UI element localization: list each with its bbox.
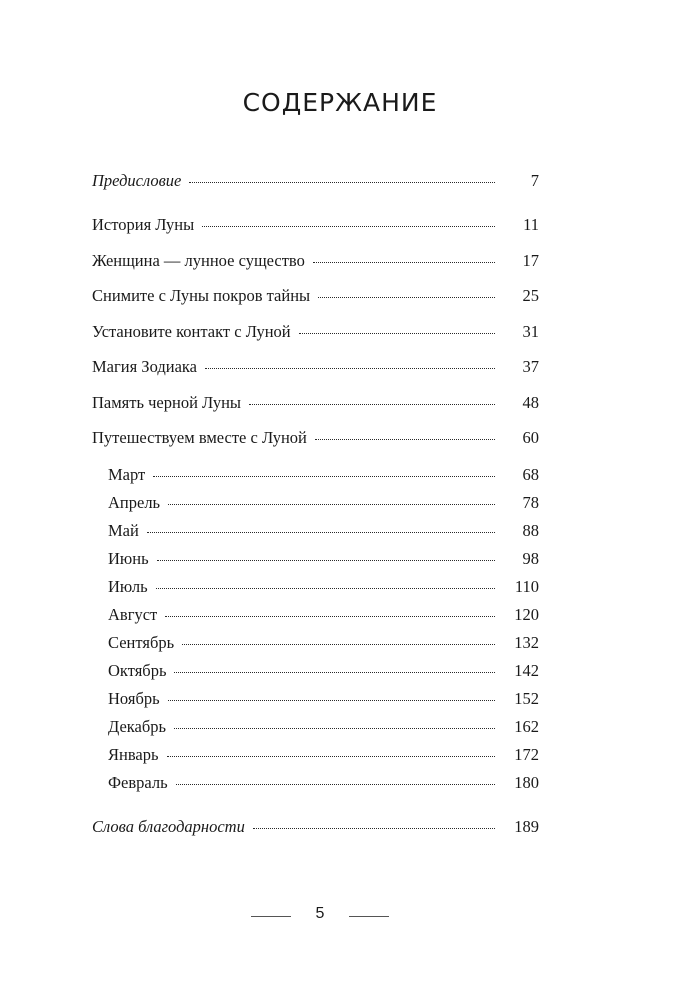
toc-subentry — [108, 577, 539, 603]
toc-entry-preface — [92, 171, 539, 197]
toc-subentry — [108, 661, 539, 687]
toc-subentry — [108, 493, 539, 519]
toc-entry-page: 98 — [522, 549, 539, 568]
toc-entry-label: Июнь — [108, 549, 149, 568]
toc-entry-label: Путешествуем вместе с Луной — [92, 428, 307, 447]
toc-entry-page: 7 — [530, 171, 539, 190]
toc-entry-page: 25 — [522, 286, 539, 305]
dot-leader — [202, 225, 495, 227]
toc-entry — [92, 215, 539, 241]
toc-entry-acknowledgements — [92, 817, 539, 843]
footer-rule-right — [349, 916, 389, 917]
dot-leader — [168, 699, 495, 701]
toc-entry-page: 17 — [522, 251, 539, 270]
page-number: 5 — [315, 905, 325, 922]
dot-leader — [205, 367, 495, 369]
toc-entry-page: 37 — [522, 357, 539, 376]
dot-leader — [313, 261, 495, 263]
toc-entry-label: Предисловие — [92, 171, 182, 190]
toc-entry-label: Апрель — [108, 493, 161, 512]
dot-leader — [318, 296, 495, 298]
toc-entry — [92, 322, 539, 348]
toc-entry-page: 132 — [514, 633, 539, 652]
toc-entry-label: Март — [108, 465, 146, 484]
toc-entry-label: Май — [108, 521, 139, 540]
toc-entry — [92, 286, 539, 312]
toc-subentry — [108, 773, 539, 799]
toc-entry-label: Память черной Луны — [92, 393, 241, 412]
toc-entry-label: Магия Зодиака — [92, 357, 197, 376]
toc-entry-page: 11 — [523, 215, 539, 234]
toc-entry-page: 142 — [514, 661, 539, 680]
page-footer — [0, 905, 680, 929]
toc-entry-label: Снимите с Луны покров тайны — [92, 286, 311, 305]
toc-entry-label: Июль — [108, 577, 148, 596]
dot-leader — [249, 403, 495, 405]
dot-leader — [176, 783, 495, 785]
dot-leader — [157, 559, 495, 561]
toc-entry-page: 60 — [522, 428, 539, 447]
dot-leader — [165, 615, 495, 617]
dot-leader — [174, 727, 495, 729]
toc-subentry — [108, 717, 539, 743]
toc-entry-page: 68 — [522, 465, 539, 484]
toc-subentry — [108, 745, 539, 771]
toc-entry-page: 110 — [514, 577, 539, 596]
page-title: СОДЕРЖАНИЕ — [242, 88, 438, 117]
toc-entry — [92, 357, 539, 383]
dot-leader — [156, 587, 495, 589]
toc-entry-label: Женщина — лунное существо — [92, 251, 305, 270]
dot-leader — [182, 643, 495, 645]
toc-entry-page: 162 — [514, 717, 539, 736]
dot-leader — [299, 332, 495, 334]
dot-leader — [167, 755, 495, 757]
toc-entry-label: Декабрь — [108, 717, 167, 736]
dot-leader — [153, 475, 495, 477]
toc-subentry — [108, 465, 539, 491]
toc-entry — [92, 251, 539, 277]
toc-entry-page: 78 — [522, 493, 539, 512]
dot-leader — [174, 671, 495, 673]
toc-entry-label: Октябрь — [108, 661, 167, 680]
dot-leader — [315, 438, 495, 440]
toc-entry-label: Слова благодарности — [92, 817, 245, 836]
toc-subentry — [108, 633, 539, 659]
toc-subentry — [108, 689, 539, 715]
toc-entry-label: История Луны — [92, 215, 195, 234]
toc-entry-page: 120 — [514, 605, 539, 624]
toc-subentry — [108, 521, 539, 547]
dot-leader — [147, 531, 495, 533]
toc-entry-label: Февраль — [108, 773, 168, 792]
footer-rule-left — [251, 916, 291, 917]
toc-entry-label: Сентябрь — [108, 633, 175, 652]
toc-entry-label: Установите контакт с Луной — [92, 322, 291, 341]
toc-entry-page: 31 — [522, 322, 539, 341]
toc-entry-label: Ноябрь — [108, 689, 160, 708]
toc-entry-page: 189 — [514, 817, 539, 836]
toc-subentry — [108, 605, 539, 631]
toc-entry — [92, 393, 539, 419]
dot-leader — [189, 181, 495, 183]
toc-entry-page: 152 — [514, 689, 539, 708]
toc-entry-page: 172 — [514, 745, 539, 764]
toc-entry-page: 48 — [522, 393, 539, 412]
toc-entry-page: 180 — [514, 773, 539, 792]
toc-entry-label: Август — [108, 605, 158, 624]
toc-entry-label: Январь — [108, 745, 159, 764]
dot-leader — [253, 827, 495, 829]
dot-leader — [168, 503, 495, 505]
toc-entry — [92, 428, 539, 454]
toc-entry-page: 88 — [522, 521, 539, 540]
toc-subentry — [108, 549, 539, 575]
